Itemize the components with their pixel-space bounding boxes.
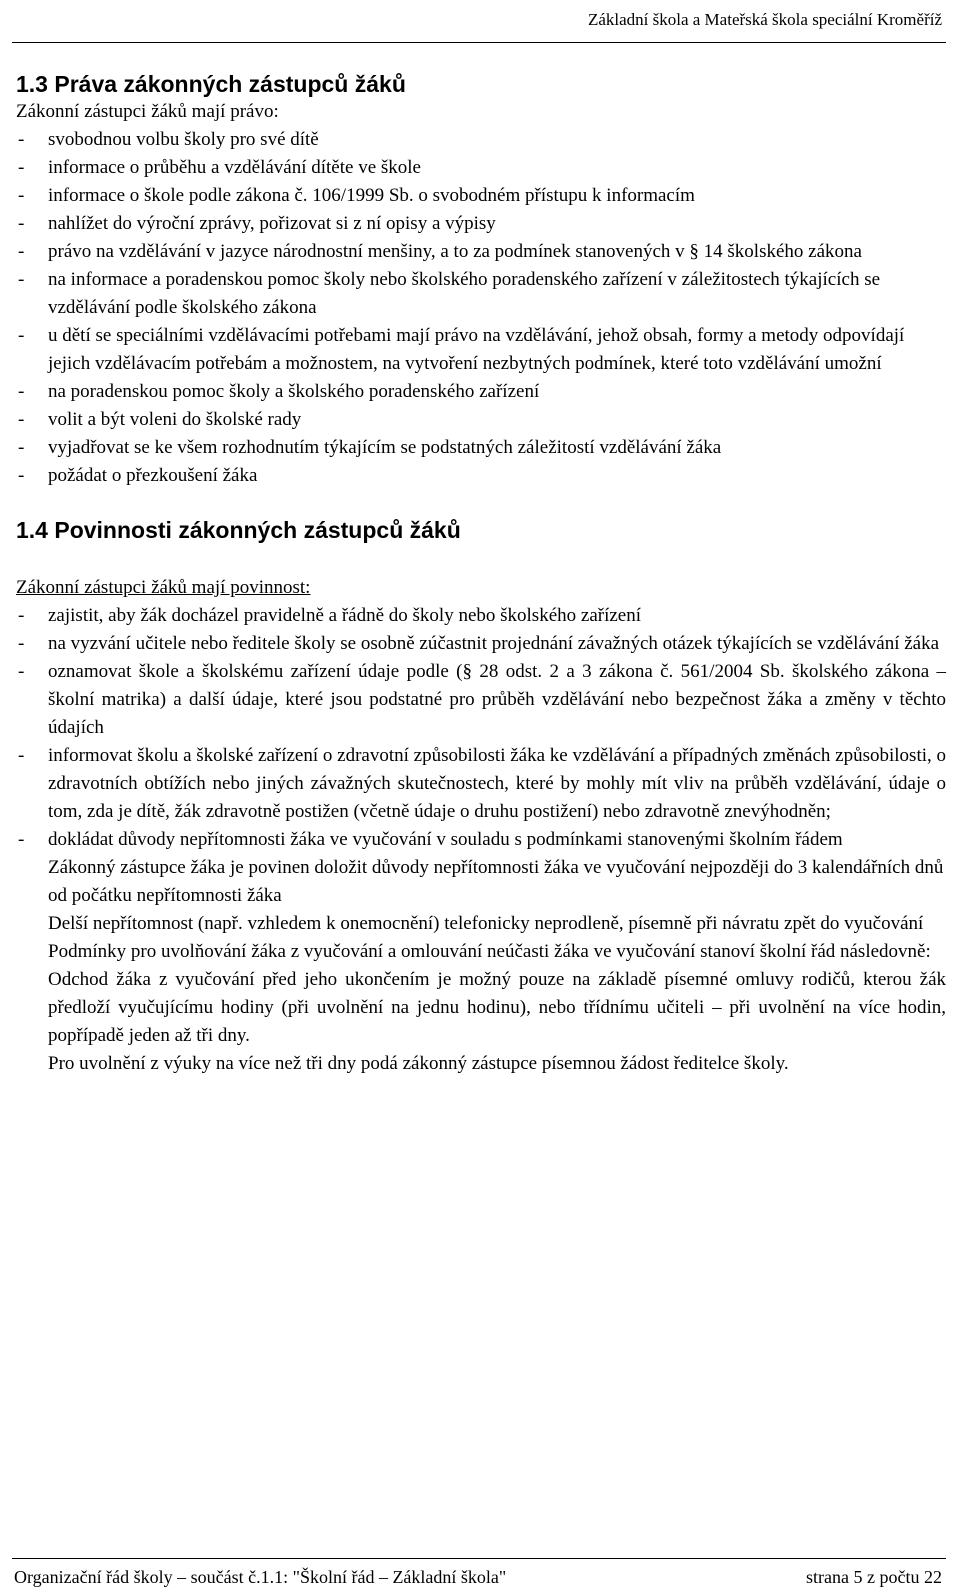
rights-intro: Zákonní zástupci žáků mají právo: [16,101,279,122]
list-item: - zajistit, aby žák docházel pravidelně a řádně do školy nebo školského zařízení [16,602,946,630]
list-item: - právo na vzdělávání v jazyce národnostní menšiny, a to za podmínek stanovených v § 14 školského zákona [16,238,946,266]
list-item: - na vyzvání učitele nebo ředitele školy se osobně zúčastnit projednání závažných otázek týkajících se vzdělávání žáka [16,630,946,658]
list-item: - vyjadřovat se ke všem rozhodnutím týkajícím se podstatných záležitostí vzdělávání žáka [16,434,946,462]
page-header [12,0,946,43]
list-item: - na poradenskou pomoc školy a školského poradenského zařízení [16,378,946,406]
duties-intro-wrap [16,574,946,602]
list-item: - nahlížet do výroční zprávy, pořizovat si z ní opisy a výpisy [16,210,946,238]
list-item: - volit a být voleni do školské rady [16,406,946,434]
list-item: - oznamovat škole a školskému zařízení údaje podle (§ 28 odst. 2 a 3 zákona č. 561/2004 Sb. školského zákona – školní matrika) a další údaje, které jsou podstatné pro průběh vzdělávání nebo bezpečnost žáka a změny v těchto údajích [16,658,946,742]
list-item: - informace o průběhu a vzdělávání dítěte ve škole [16,154,946,182]
list-item: - u dětí se speciálními vzdělávacími potřebami mají právo na vzdělávání, jehož obsah, formy a metody odpovídají jejich vzdělávacím potřebám a možnostem, na vytvoření nezbytných podmínek, které toto vzdělávání umožní [16,322,946,378]
absence-paragraph: Zákonný zástupce žáka je povinen doložit důvody nepřítomnosti žáka ve vyučování nejpozději do 3 kalendářních dnů od počátku nepřítomnosti žáka [48,857,944,906]
list-item: - požádat o přezkoušení žáka [16,462,946,490]
duties-intro: Zákonní zástupci žáků mají povinnost: [16,577,311,598]
school-name: Základní škola a Mateřská škola speciální Kroměříž [587,10,942,29]
rights-list [16,126,946,490]
footer-document-title: Organizační řád školy – součást č.1.1: "Školní řád – Základní škola" [14,1567,507,1587]
conditions-paragraph: Podmínky pro uvolňování žáka z vyučování a omlouvání neúčasti žáka ve vyučování stanoví školní řád následovně: [48,941,931,962]
section-heading-duties: 1.4 Povinnosti zákonných zástupců žáků [16,517,461,543]
list-item: - na informace a poradenskou pomoc školy nebo školského poradenského zařízení v záležitostech týkajících se vzdělávání podle školského zákona [16,266,946,322]
list-item: - dokládat důvody nepřítomnosti žáka ve vyučování v souladu s podmínkami stanovenými školním řádem [16,826,946,854]
leave-request-paragraph: Pro uvolnění z výuky na více než tři dny podá zákonný zástupce písemnou žádost ředitelce školy. [48,1053,789,1074]
leave-paragraph: Odchod žáka z vyučování před jeho ukončením je možný pouze na základě písemné omluvy rodičů, kterou žák předloží vyučujícímu hodiny (při uvolnění na jednu hodinu), nebo třídnímu učiteli – při uvolnění na více hodin, popřípadě jeden až tři dny. [48,969,946,1046]
page-content [16,70,946,1078]
long-absence-paragraph: Delší nepřítomnost (např. vzhledem k onemocnění) telefonicky neprodleně, písemně při návratu zpět do vyučování [48,913,924,934]
page-number: strana 5 z počtu 22 [806,1567,942,1587]
list-item: - svobodnou volbu školy pro své dítě [16,126,946,154]
list-item: - informace o škole podle zákona č. 106/1999 Sb. o svobodném přístupu k informacím [16,182,946,210]
duties-list [16,602,946,854]
section-heading-rights: 1.3 Práva zákonných zástupců žáků [16,71,406,97]
list-item: - informovat školu a školské zařízení o zdravotní způsobilosti žáka ke vzdělávání a případných změnách způsobilosti, o zdravotních obtížích nebo jiných závažných skutečnostech, které by mohly mít vliv na průběh vzdělávání, údaje o tom, zda je dítě, žák zdravotně postižen (včetně údaje o druhu postižení) nebo zdravotně znevýhodněn; [16,742,946,826]
page-footer [12,1558,946,1593]
